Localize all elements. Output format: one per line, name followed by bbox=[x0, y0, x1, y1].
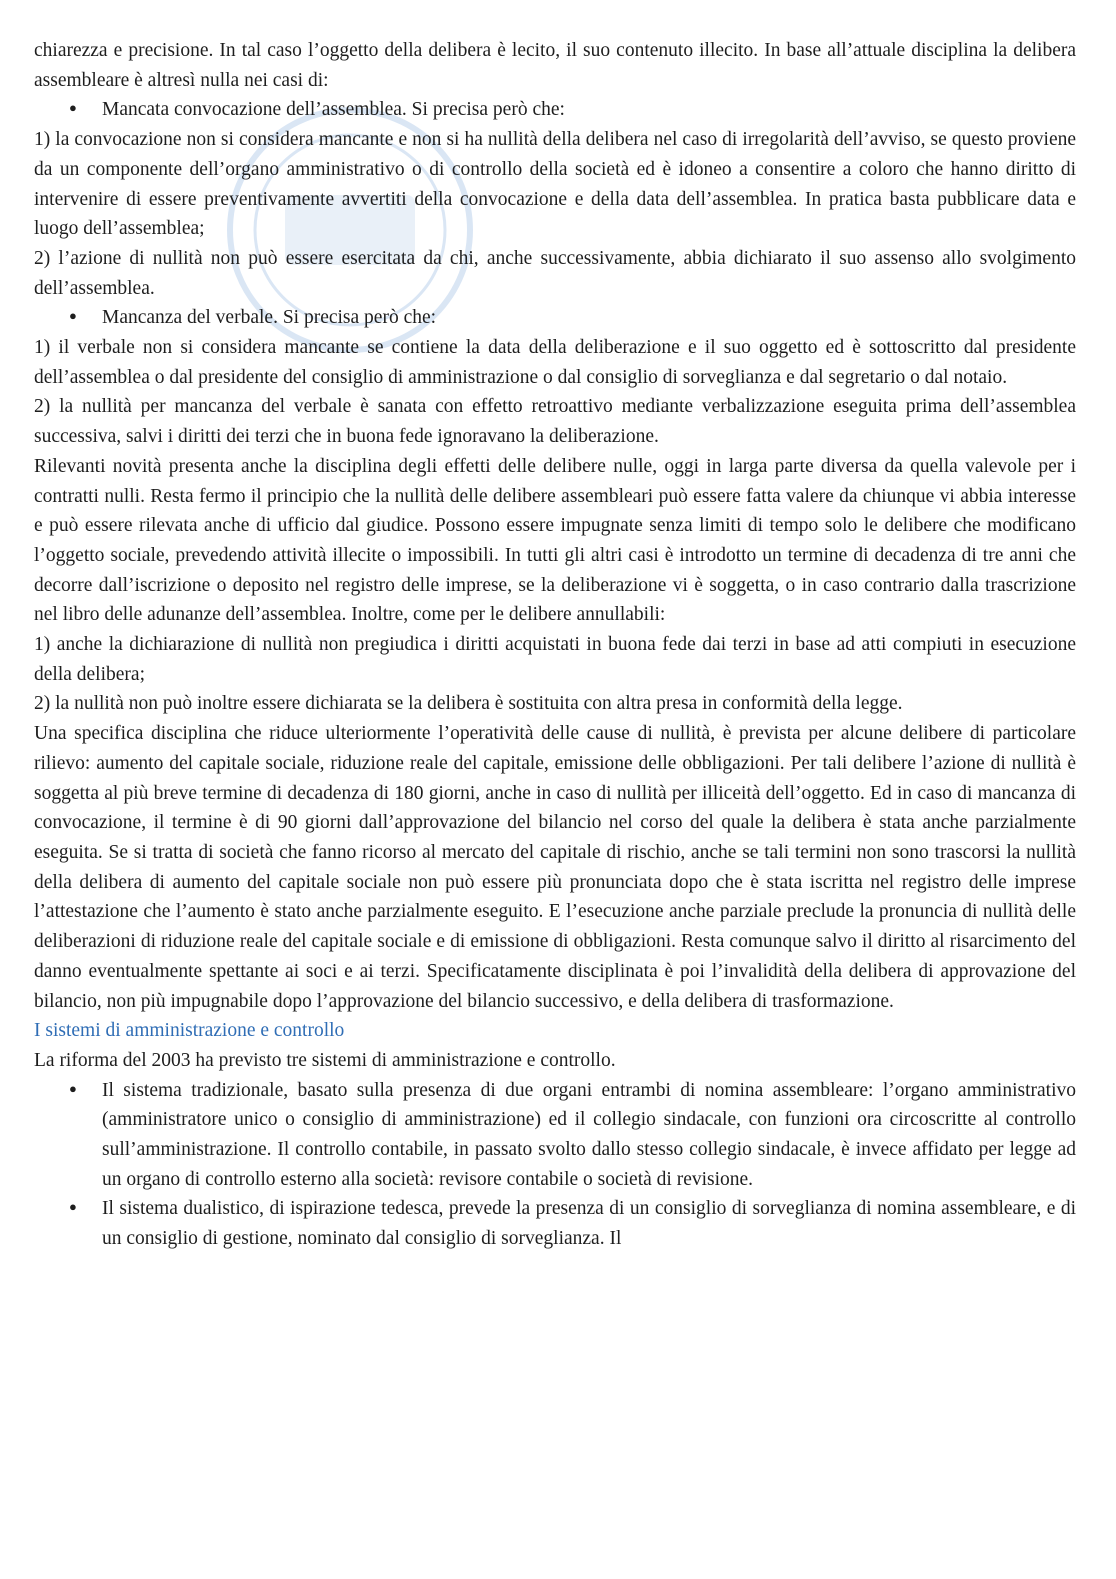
paragraph-specifica: Una specifica disciplina che riduce ulteriormente l’operatività delle cause di nullità, è prevista per alcune delibere di particolare rilievo: aumento del capitale sociale, riduzione reale del capitale, emissione delle obbligazioni. Per tali delibere l’azione di nullità è soggetta al più breve termine di decadenza di 180 giorni, anche in caso di nullità per illiceità dell’oggetto. Ed in caso di mancanza di convocazione, il termine è di 90 giorni dall’approvazione del bilancio nel corso del quale la delibera è stata anche parzialmente eseguita. Se si tratta di società che fanno ricorso al mercato del capitale di rischio, anche se tali termini non sono trascorsi la nullità della delibera di aumento del capitale sociale non può essere più pronunciata dopo che è stata iscritta nel registro delle imprese l’attestazione che l’aumento è stato anche parzialmente eseguito. E l’esecuzione anche parziale preclude la pronuncia di nullità delle deliberazioni di riduzione reale del capitale sociale e di emissione di obbligazioni. Resta comunque salvo il diritto al risarcimento del danno eventualmente spettante ai soci e ai terzi. Specificatamente disciplinata è poi l’invalidità della delibera di approvazione del bilancio, non più impugnabile dopo l’approvazione del bilancio successivo, e della delibera di trasformazione. bbox=[34, 723, 1076, 1012]
bullet-dot-icon: ● bbox=[69, 1199, 77, 1215]
bullet-dualistico bbox=[34, 1194, 1076, 1253]
verbale-point-1: 1) il verbale non si considera mancante se contiene la data della deliberazione e il suo oggetto ed è sottoscritto dal presidente dell’assemblea o dal presidente del consiglio di amministrazione o dal consiglio di sorveglianza e dal segretario o dal notaio. bbox=[34, 337, 1076, 388]
document-page bbox=[34, 36, 1076, 1254]
bullet-verbale bbox=[34, 303, 1076, 333]
bullet-dot-icon: ● bbox=[69, 308, 77, 324]
effetti-point-2: 2) la nullità non può inoltre essere dichiarata se la delibera è sostituita con altra presa in conformità della legge. bbox=[34, 693, 903, 715]
bullet-text: Il sistema tradizionale, basato sulla presenza di due organi entrambi di nomina assembleare: l’organo amministrativo (amministratore unico o consiglio di amministrazione) ed il collegio sindacale, con funzioni ora circoscritte al controllo sull’amministrazione. Il controllo contabile, in passato svolto dallo stesso collegio sindacale, è invece affidato per legge ad un organo di controllo esterno alla società: revisore contabile o società di revisione. bbox=[102, 1079, 1076, 1190]
paragraph-intro: chiarezza e precisione. In tal caso l’oggetto della delibera è lecito, il suo contenuto illecito. In base all’attuale disciplina la delibera assembleare è altresì nulla nei casi di: bbox=[34, 40, 1076, 91]
convocazione-point-1: 1) la convocazione non si considera mancante e non si ha nullità della delibera nel caso di irregolarità dell’avviso, se questo proviene da un componente dell’organo amministrativo o di controllo della società ed è idoneo a consentire a coloro che hanno diritto di intervenire di essere preventivamente avvertiti della convocazione e della data dell’assemblea. In pratica basta pubblicare data e luogo dell’assemblea; bbox=[34, 129, 1076, 240]
verbale-point-2: 2) la nullità per mancanza del verbale è sanata con effetto retroattivo mediante verbalizzazione eseguita prima dell’assemblea successiva, salvi i diritti dei terzi che in buona fede ignoravano la deliberazione. bbox=[34, 396, 1076, 448]
bullet-tradizionale bbox=[34, 1076, 1076, 1195]
bullet-convocazione bbox=[34, 95, 1076, 125]
bullet-dot-icon: ● bbox=[69, 100, 77, 116]
bullet-text: Mancanza del verbale. Si precisa però che: bbox=[102, 307, 437, 329]
paragraph-effetti: Rilevanti novità presenta anche la disciplina degli effetti delle delibere nulle, oggi in larga parte diversa da quella valevole per i contratti nulli. Resta fermo il principio che la nullità delle delibere assembleari può essere fatta valere da chiunque vi abbia interesse e può essere rilevata anche di ufficio dal giudice. Possono essere impugnate senza limiti di tempo solo le delibere che modificano l’oggetto sociale, prevedendo attività illecite o impossibili. In tutti gli altri casi è introdotto un termine di decadenza di tre anni che decorre dall’iscrizione o deposito nel registro delle imprese, se la deliberazione vi è soggetta, o in caso contrario dalla trascrizione nel libro delle adunanze dell’assemblea. Inoltre, come per le delibere annullabili: bbox=[34, 455, 1076, 626]
bullet-text: Il sistema dualistico, di ispirazione tedesca, prevede la presenza di un consiglio di sorveglianza di nomina assembleare, e di un consiglio di gestione, nominato dal consiglio di sorveglianza. Il bbox=[102, 1198, 1076, 1250]
bullet-dot-icon: ● bbox=[69, 1080, 77, 1096]
bullet-text: Mancata convocazione dell’assemblea. Si precisa però che: bbox=[102, 99, 565, 121]
convocazione-point-2: 2) l’azione di nullità non può essere esercitata da chi, anche successivamente, abbia dichiarato il suo assenso allo svolgimento dell’assemblea. bbox=[34, 247, 1076, 299]
paragraph-riforma: La riforma del 2003 ha previsto tre sistemi di amministrazione e controllo. bbox=[34, 1049, 616, 1071]
section-heading: I sistemi di amministrazione e controllo bbox=[34, 1020, 345, 1042]
effetti-point-1: 1) anche la dichiarazione di nullità non pregiudica i diritti acquistati in buona fede dai terzi in base ad atti compiuti in esecuzione della delibera; bbox=[34, 634, 1076, 685]
